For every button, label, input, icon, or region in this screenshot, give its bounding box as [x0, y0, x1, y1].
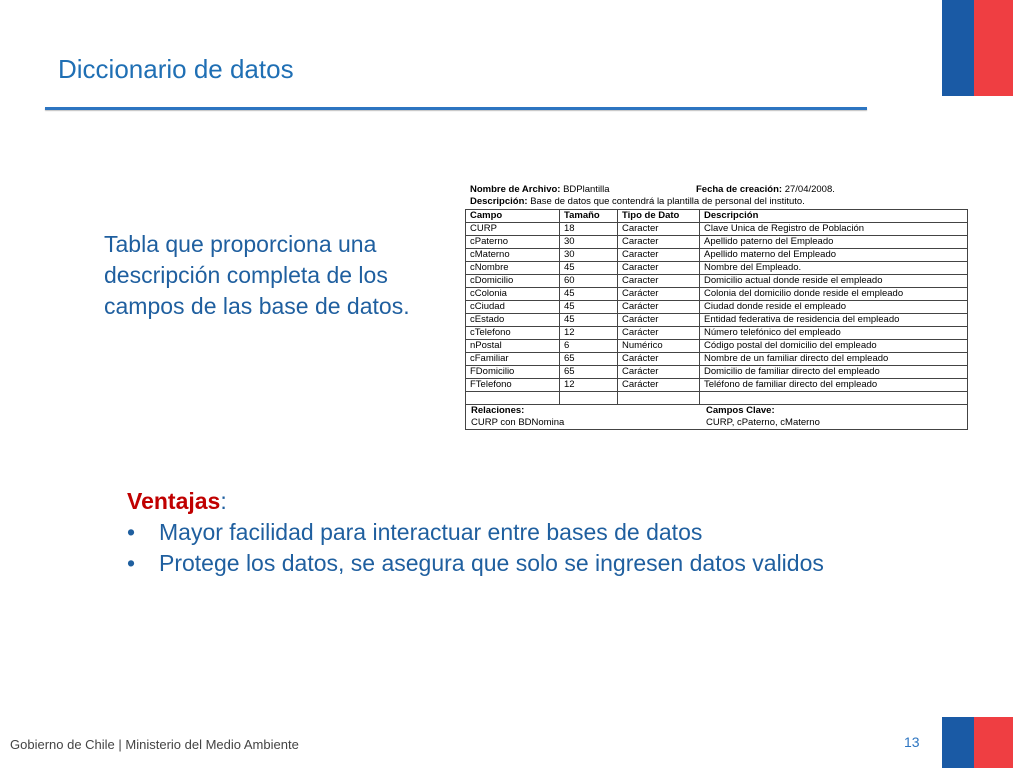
table-cell — [466, 392, 560, 405]
table-cell: Domicilio de familiar directo del empleado — [700, 366, 968, 379]
table-header-row — [466, 210, 968, 223]
table-row — [466, 236, 968, 249]
table-cell: CURP — [466, 223, 560, 236]
file-label: Nombre de Archivo: — [470, 184, 561, 195]
keys-value: CURP, cPaterno, cMaterno — [706, 417, 820, 428]
dictionary-meta — [465, 184, 968, 208]
table-row — [466, 301, 968, 314]
table-cell: 18 — [560, 223, 618, 236]
date-label: Fecha de creación: — [696, 184, 783, 195]
advantages-title: Ventajas — [127, 488, 221, 514]
relations-row — [466, 405, 968, 418]
table-cell — [560, 392, 618, 405]
table-cell: 30 — [560, 236, 618, 249]
table-cell: Carácter — [618, 379, 700, 392]
table-cell: Código postal del domicilio del empleado — [700, 340, 968, 353]
table-cell: 12 — [560, 379, 618, 392]
relations-label: Relaciones: — [471, 405, 525, 416]
table-cell: Carácter — [618, 353, 700, 366]
table-cell: Caracter — [618, 249, 700, 262]
table-cell: 45 — [560, 262, 618, 275]
list-item — [127, 548, 847, 579]
flag-red-stripe — [974, 717, 1013, 768]
file-value: BDPlantilla — [563, 184, 610, 195]
table-cell: 65 — [560, 353, 618, 366]
table-cell: Clave Unica de Registro de Población — [700, 223, 968, 236]
desc-label: Descripción: — [470, 196, 528, 207]
table-cell: Nombre de un familiar directo del empleado — [700, 353, 968, 366]
table-cell: cColonia — [466, 288, 560, 301]
table-cell: cNombre — [466, 262, 560, 275]
table-row — [466, 392, 968, 405]
description-text: Tabla que proporciona una descripción completa de los campos de las base de datos. — [104, 231, 410, 319]
fields-table — [465, 209, 968, 430]
table-cell — [700, 392, 968, 405]
table-cell: Apellido paterno del Empleado — [700, 236, 968, 249]
table-cell: Carácter — [618, 366, 700, 379]
table-cell: cCiudad — [466, 301, 560, 314]
advantage-text: Protege los datos, se asegura que solo se ingresen datos validos — [159, 550, 824, 576]
table-cell: Caracter — [618, 262, 700, 275]
table-cell: FDomicilio — [466, 366, 560, 379]
advantages-section — [127, 486, 847, 579]
header-cell: Tamaño — [560, 210, 618, 223]
table-cell: Numérico — [618, 340, 700, 353]
table-cell: cFamiliar — [466, 353, 560, 366]
relations-value: CURP con BDNomina — [471, 417, 565, 428]
header-cell: Campo — [466, 210, 560, 223]
table-row — [466, 353, 968, 366]
page-number: 13 — [904, 734, 920, 750]
relations-values-row — [466, 417, 968, 430]
table-cell — [618, 392, 700, 405]
table-cell: Caracter — [618, 223, 700, 236]
table-cell: Carácter — [618, 327, 700, 340]
table-cell: 45 — [560, 301, 618, 314]
table-row — [466, 223, 968, 236]
table-cell: Carácter — [618, 314, 700, 327]
date-value: 27/04/2008. — [784, 184, 835, 195]
table-cell: Domicilio actual donde reside el empleado — [700, 275, 968, 288]
data-dictionary — [465, 184, 968, 430]
brand-flag-bottom — [942, 717, 1013, 768]
table-row — [466, 249, 968, 262]
title-divider — [45, 107, 867, 110]
table-row — [466, 379, 968, 392]
table-cell: Colonia del domicilio donde reside el empleado — [700, 288, 968, 301]
table-row — [466, 275, 968, 288]
bullet-icon: • — [127, 519, 136, 545]
table-cell: Entidad federativa de residencia del empleado — [700, 314, 968, 327]
table-cell: cPaterno — [466, 236, 560, 249]
table-cell: cTelefono — [466, 327, 560, 340]
table-cell: Ciudad donde reside el empleado — [700, 301, 968, 314]
header-cell: Descripción — [700, 210, 968, 223]
brand-flag-top — [942, 0, 1013, 96]
table-cell: cMaterno — [466, 249, 560, 262]
bullet-icon: • — [127, 550, 136, 576]
table-row — [466, 327, 968, 340]
table-row — [466, 288, 968, 301]
advantage-text: Mayor facilidad para interactuar entre bases de datos — [159, 519, 703, 545]
header-cell: Tipo de Dato — [618, 210, 700, 223]
table-cell: 30 — [560, 249, 618, 262]
table-cell: cEstado — [466, 314, 560, 327]
table-cell: 65 — [560, 366, 618, 379]
table-cell: 45 — [560, 314, 618, 327]
table-cell: FTelefono — [466, 379, 560, 392]
slide-title: Diccionario de datos — [58, 54, 294, 84]
keys-label: Campos Clave: — [706, 405, 775, 416]
table-row — [466, 314, 968, 327]
table-cell: Caracter — [618, 236, 700, 249]
flag-blue-stripe — [942, 717, 974, 768]
table-row — [466, 340, 968, 353]
table-row — [466, 262, 968, 275]
flag-blue-stripe — [942, 0, 974, 96]
table-cell: nPostal — [466, 340, 560, 353]
table-cell: cDomicilio — [466, 275, 560, 288]
table-cell: Carácter — [618, 288, 700, 301]
footer-text: Gobierno de Chile | Ministerio del Medio Ambiente — [10, 737, 299, 752]
table-cell: 60 — [560, 275, 618, 288]
flag-red-stripe — [974, 0, 1013, 96]
table-cell: Apellido materno del Empleado — [700, 249, 968, 262]
table-cell: 12 — [560, 327, 618, 340]
table-cell: Número telefónico del empleado — [700, 327, 968, 340]
table-cell: Teléfono de familiar directo del empleado — [700, 379, 968, 392]
desc-value: Base de datos que contendrá la plantilla de personal del instituto. — [530, 196, 805, 207]
table-row — [466, 366, 968, 379]
table-cell: Caracter — [618, 275, 700, 288]
table-cell: Nombre del Empleado. — [700, 262, 968, 275]
table-cell: 6 — [560, 340, 618, 353]
list-item — [127, 517, 847, 548]
table-cell: 45 — [560, 288, 618, 301]
table-cell: Carácter — [618, 301, 700, 314]
advantages-colon: : — [220, 488, 227, 514]
advantages-list — [127, 517, 847, 579]
